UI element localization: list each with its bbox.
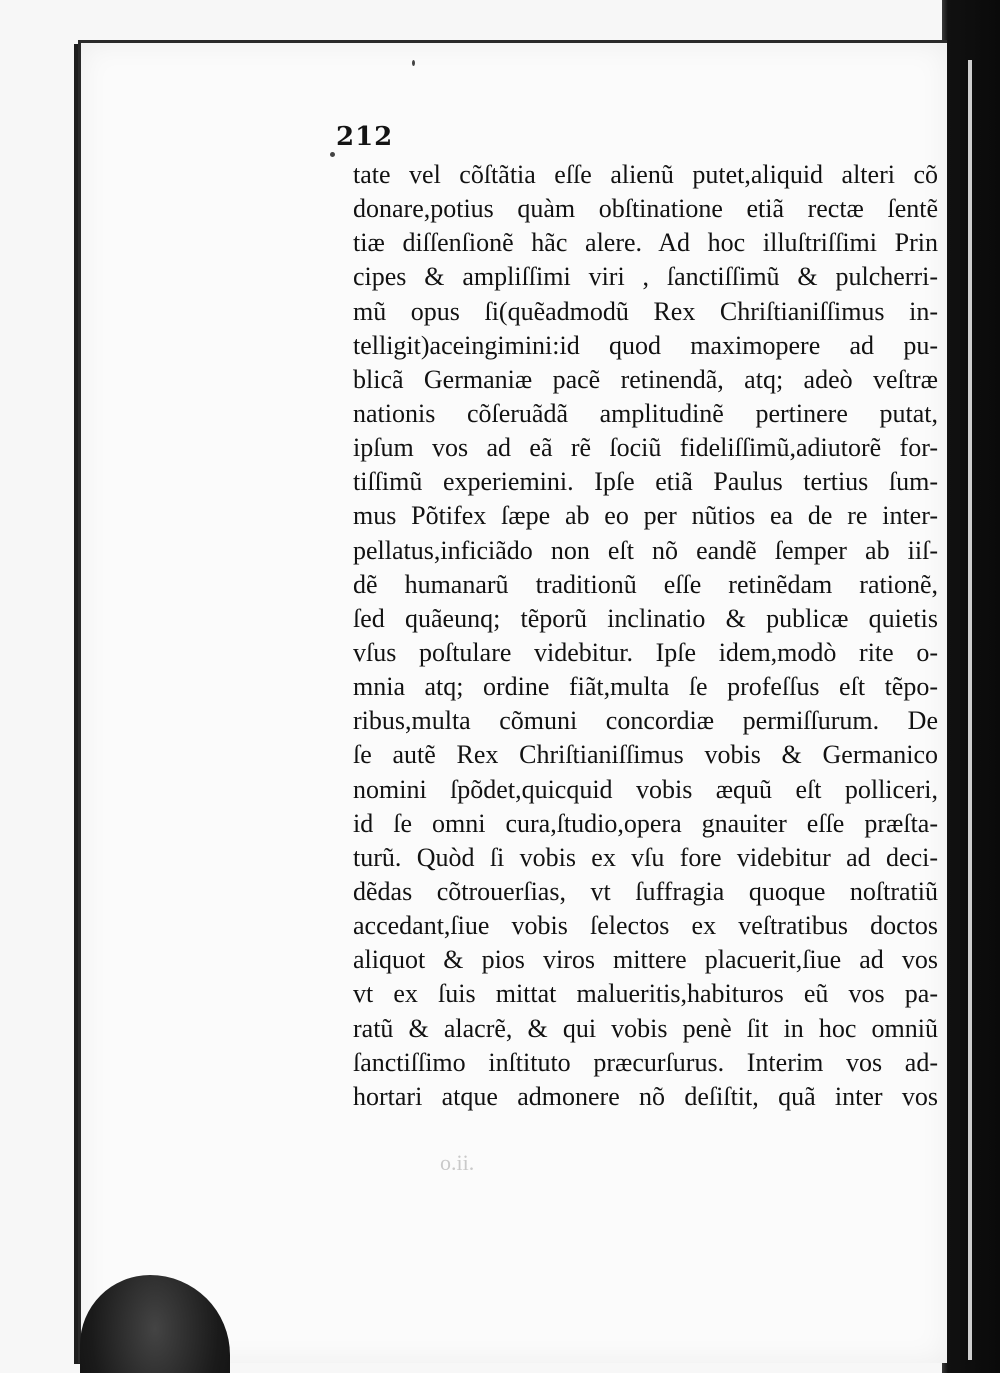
text-line: dẽ humanarũ traditionũ eſſe retinẽdam rationẽ,: [353, 569, 938, 599]
text-line: blicã Germaniæ pacẽ retinendã, atq; adeò veſtræ: [353, 364, 938, 394]
text-line: tate vel cõſtãtia eſſe alienũ putet,aliquid alteri cõ: [353, 160, 938, 189]
text-line: aliquot & pios viros mittere placuerit,ſiue ad vos: [353, 945, 938, 975]
text-line: ſe autẽ Rex Chriſtianiſſimus vobis & Germanico: [353, 740, 938, 770]
text-line: hortari atque admonere nõ deſiſtit, quã inter vos: [353, 1081, 938, 1111]
text-line: nomini ſpõdet,quicquid vobis æquũ eſt polliceri,: [353, 774, 938, 804]
text-line: ſanctiſſimo inſtituto præcurſurus. Interim vos ad-: [353, 1047, 938, 1077]
text-line: ipſum vos ad eã rẽ ſociũ fideliſſimũ,adiutorẽ for-: [353, 433, 938, 463]
text-line: donare,potius quàm obſtinatione etiã rectæ ſentẽ: [353, 194, 938, 224]
text-line: id ſe omni cura,ſtudio,opera gnauiter eſſe præſta-: [353, 808, 938, 838]
ink-speck: [330, 152, 335, 157]
text-line: ribus,multa cõmuni concordiæ permiſſurum. De: [353, 706, 938, 736]
text-line: vſus poſtulare videbitur. Ipſe idem,modò rite o-: [353, 637, 938, 667]
text-line: pellatus,inficiãdo non eſt nõ eandẽ ſemper ab iiſ-: [353, 535, 938, 565]
text-line: dẽdas cõtrouerſias, vt ſuffragia quoque noſtratiũ: [353, 876, 938, 906]
ink-speck: [412, 60, 415, 66]
text-line: mũ opus ſi(quẽadmodũ Rex Chriſtianiſſimus in-: [353, 296, 938, 326]
binding-page-edge: [968, 60, 972, 1360]
text-line: turũ. Quòd ſi vobis ex vſu fore videbitur ad deci-: [353, 842, 938, 872]
text-line: vt ex ſuis mittat malueritis,habituros eũ vos pa-: [353, 979, 938, 1009]
text-line: mnia atq; ordine fiãt,multa ſe profeſſus eſt tẽpo-: [353, 672, 938, 702]
text-line: mus Põtifex ſæpe ab eo per nũtios ea de re inter-: [353, 501, 938, 531]
text-line: ſed quãeunq; tẽporũ inclinatio & publicæ quietis: [353, 603, 938, 633]
text-line: cipes & ampliſſimi viri , ſanctiſſimũ & pulcherri-: [353, 262, 938, 292]
text-line: accedant,ſiue vobis ſelectos ex veſtratibus doctos: [353, 911, 938, 941]
text-line: tiæ diſſenſionẽ hãc alere. Ad hoc illuſtriſſimi Prin: [353, 228, 938, 258]
page-number: 212: [336, 122, 394, 152]
text-line: nationis cõſeruãdã amplitudinẽ pertinere putat,: [353, 398, 938, 428]
text-line: tiſſimũ experiemini. Ipſe etiã Paulus tertius ſum-: [353, 467, 938, 497]
body-text: [353, 158, 938, 1114]
text-line: telligit)aceingimini:id quod maximopere ad pu-: [353, 330, 938, 360]
text-line: ratũ & alacrẽ, & qui vobis penè ſit in hoc omniũ: [353, 1013, 938, 1043]
signature-mark: o.ii.: [440, 1150, 475, 1175]
